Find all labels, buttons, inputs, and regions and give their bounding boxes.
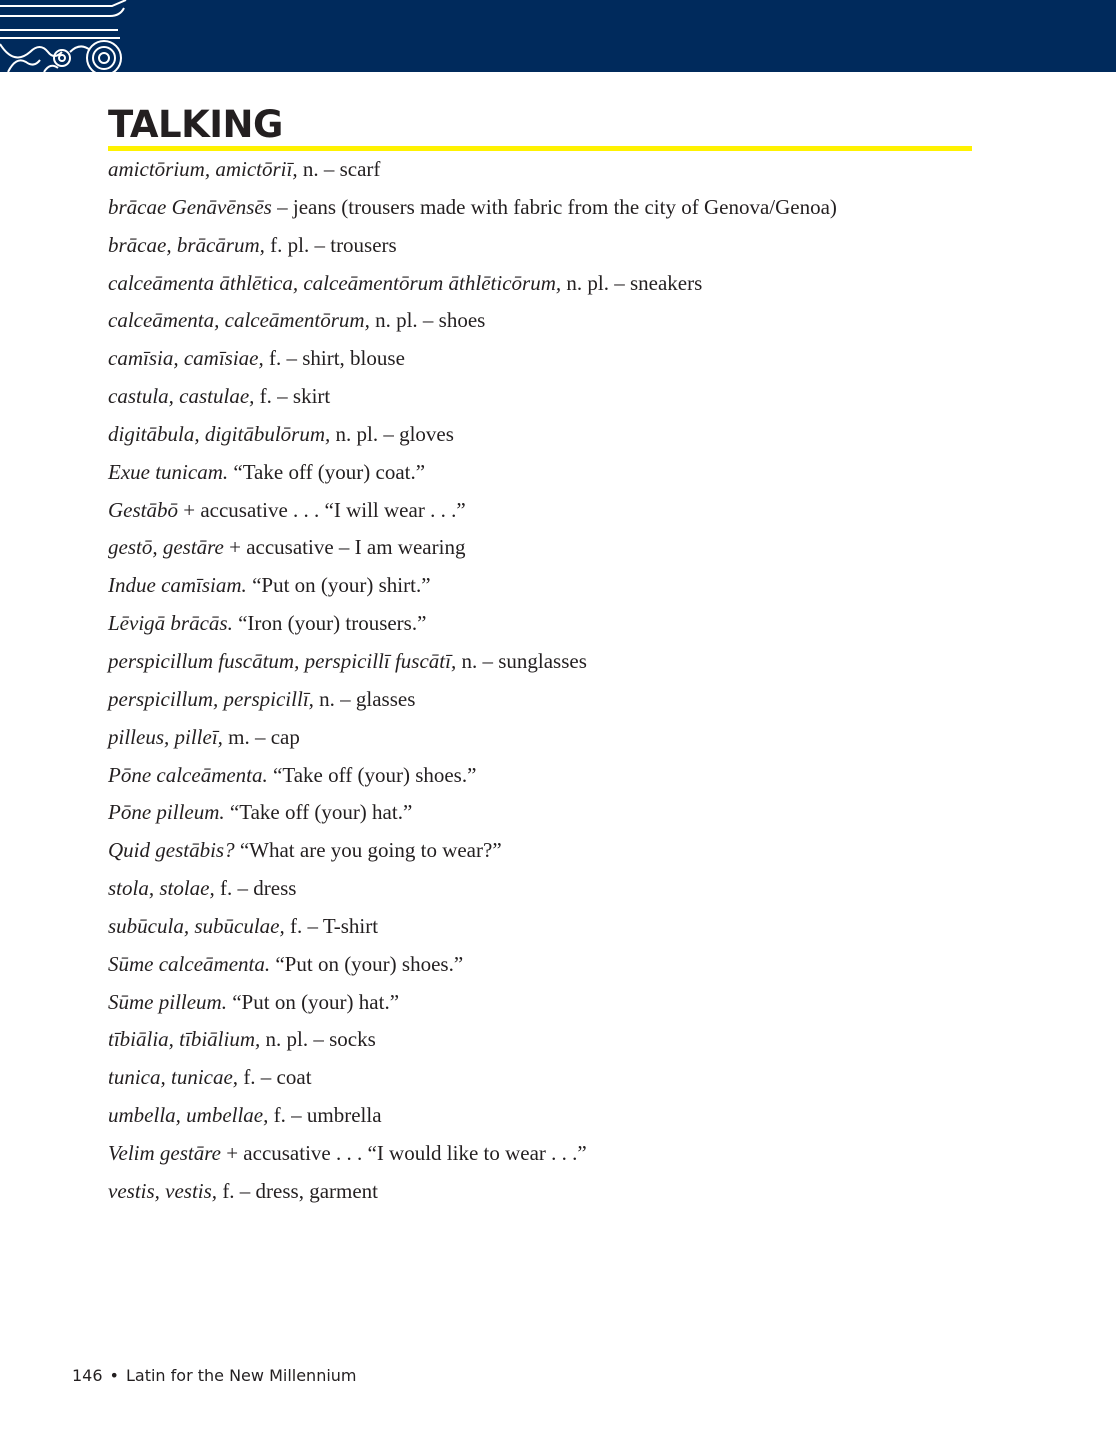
- vocab-entry: [108, 682, 1008, 720]
- vocab-entry: [108, 909, 1008, 947]
- vocab-entry: [108, 795, 1008, 833]
- vocab-entry: [108, 417, 1008, 455]
- english-gloss: m. – cap: [222, 724, 300, 749]
- ionic-capital-icon: [0, 0, 130, 72]
- latin-term: Lēvigā brācās.: [108, 611, 233, 636]
- footer-separator: •: [109, 1366, 119, 1385]
- vocab-entry: [108, 152, 1008, 190]
- english-gloss: f. – umbrella: [268, 1103, 382, 1128]
- latin-term: subūcula, subūculae,: [108, 913, 285, 938]
- latin-term: Indue camīsiam.: [108, 573, 247, 598]
- english-gloss: “Iron (your) trousers.”: [232, 611, 427, 636]
- english-gloss: + accusative . . . “I would like to wear . . .”: [220, 1140, 587, 1165]
- english-gloss: f. – T-shirt: [284, 913, 379, 938]
- english-gloss: f. – shirt, blouse: [263, 346, 405, 371]
- vocab-entry: [108, 1174, 1008, 1212]
- vocab-entry: [108, 644, 1008, 682]
- vocab-entry: [108, 530, 1008, 568]
- latin-term: Velim gestāre: [108, 1140, 221, 1165]
- english-gloss: f. – skirt: [254, 384, 331, 409]
- latin-term: Exue tunicam.: [108, 459, 229, 484]
- latin-term: perspicillum, perspicillī,: [108, 686, 314, 711]
- page-footer: [72, 1365, 357, 1387]
- vocab-entry: [108, 985, 1008, 1023]
- vocab-entry: [108, 303, 1008, 341]
- english-gloss: “Take off (your) coat.”: [228, 459, 426, 484]
- vocab-entry: [108, 1022, 1008, 1060]
- latin-term: calceāmenta, calceāmentōrum,: [108, 308, 370, 333]
- vocab-entry: [108, 379, 1008, 417]
- vocab-entry: [108, 266, 1008, 304]
- vocab-entry: [108, 947, 1008, 985]
- latin-term: gestō, gestāre: [108, 535, 224, 560]
- english-gloss: “Put on (your) shoes.”: [270, 951, 464, 976]
- section-title: TALKING: [108, 103, 283, 146]
- vocab-entry: [108, 455, 1008, 493]
- latin-term: digitābula, digitābulōrum,: [108, 421, 331, 446]
- latin-term: Sūme pilleum.: [108, 989, 227, 1014]
- latin-term: camīsia, camīsiae,: [108, 346, 264, 371]
- vocab-entry: [108, 871, 1008, 909]
- english-gloss: f. – coat: [238, 1065, 312, 1090]
- english-gloss: f. – dress: [214, 876, 297, 901]
- english-gloss: f. pl. – trousers: [264, 232, 397, 257]
- latin-term: Pōne calceāmenta.: [108, 762, 268, 787]
- english-gloss: n. – scarf: [297, 157, 381, 181]
- vocab-entry: [108, 190, 1008, 228]
- latin-term: pilleus, pilleī,: [108, 724, 223, 749]
- english-gloss: + accusative – I am wearing: [223, 535, 466, 560]
- vocab-entry: [108, 758, 1008, 796]
- vocab-entry: [108, 568, 1008, 606]
- latin-term: tībiālia, tībiālium,: [108, 1027, 261, 1052]
- header-band: [0, 0, 1116, 72]
- latin-term: stola, stolae,: [108, 876, 215, 901]
- vocab-entry: [108, 341, 1008, 379]
- english-gloss: “Put on (your) hat.”: [226, 989, 400, 1014]
- latin-term: umbella, umbellae,: [108, 1103, 269, 1128]
- title-underline: [108, 146, 972, 151]
- english-gloss: n. – sunglasses: [456, 648, 587, 673]
- vocab-entry: [108, 1136, 1008, 1174]
- latin-term: Quid gestābis?: [108, 838, 235, 863]
- english-gloss: + accusative . . . “I will wear . . .”: [178, 497, 466, 522]
- latin-term: amictōrium, amictōriī,: [108, 157, 298, 181]
- vocab-entry: [108, 228, 1008, 266]
- english-gloss: “Take off (your) shoes.”: [267, 762, 477, 787]
- book-title: Latin for the New Millennium: [125, 1366, 357, 1385]
- english-gloss: “Take off (your) hat.”: [224, 800, 413, 825]
- latin-term: castula, castulae,: [108, 384, 255, 409]
- english-gloss: n. pl. – shoes: [369, 308, 486, 333]
- page-number: 146: [72, 1366, 103, 1385]
- vocab-entry: [108, 606, 1008, 644]
- vocab-entry: [108, 720, 1008, 758]
- vocab-entry: [108, 493, 1008, 531]
- english-gloss: – jeans (trousers made with fabric from the city of Genova/Genoa): [271, 194, 837, 219]
- latin-term: brācae Genāvēnsēs: [108, 194, 272, 219]
- english-gloss: f. – dress, garment: [217, 1178, 379, 1203]
- english-gloss: n. pl. – gloves: [330, 421, 454, 446]
- vocab-entry: [108, 1098, 1008, 1136]
- english-gloss: “What are you going to wear?”: [234, 838, 502, 863]
- latin-term: tunica, tunicae,: [108, 1065, 239, 1090]
- english-gloss: n. pl. – socks: [260, 1027, 376, 1052]
- vocabulary-list: [108, 152, 1008, 1212]
- latin-term: perspicillum fuscātum, perspicillī fuscātī,: [108, 648, 457, 673]
- latin-term: Gestābō: [108, 497, 178, 522]
- latin-term: Sūme calceāmenta.: [108, 951, 271, 976]
- english-gloss: n. – glasses: [313, 686, 416, 711]
- latin-term: vestis, vestis,: [108, 1178, 218, 1203]
- latin-term: calceāmenta āthlētica, calceāmentōrum āthlēticōrum,: [108, 270, 562, 295]
- english-gloss: “Put on (your) shirt.”: [246, 573, 431, 598]
- latin-term: Pōne pilleum.: [108, 800, 225, 825]
- vocab-entry: [108, 1060, 1008, 1098]
- latin-term: brācae, brācārum,: [108, 232, 265, 257]
- english-gloss: n. pl. – sneakers: [561, 270, 703, 295]
- vocab-entry: [108, 833, 1008, 871]
